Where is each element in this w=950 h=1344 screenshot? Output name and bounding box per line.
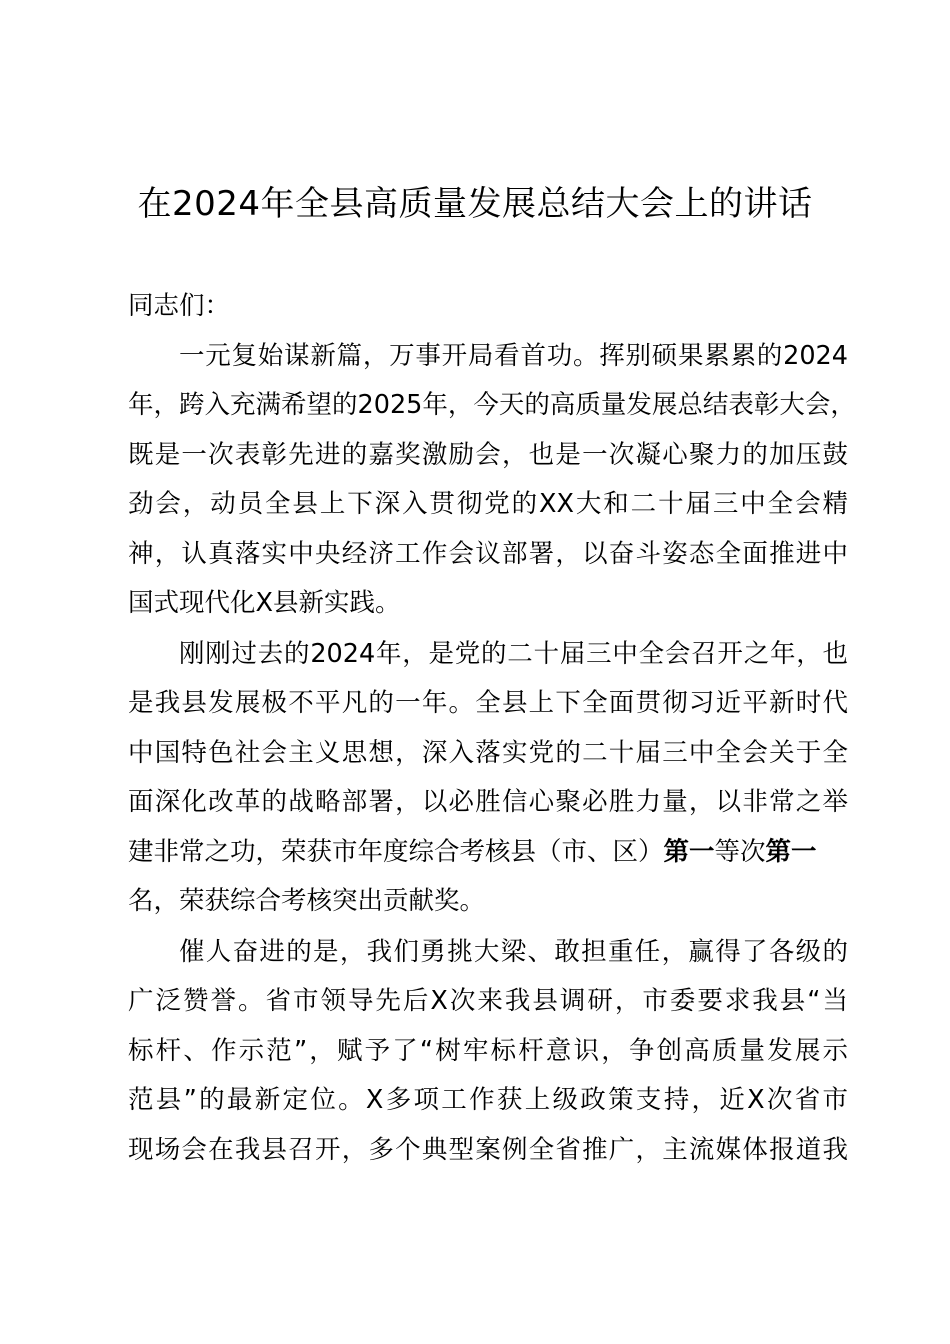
paragraph-3-line-2: 广泛赞誉。省市领导先后X次来我县调研，市委要求我县“当	[128, 986, 848, 1016]
paragraph-2-line-3: 中国特色社会主义思想，深入落实党的二十届三中全会关于全	[128, 738, 848, 768]
paragraph-2-line-5	[128, 832, 848, 872]
paragraph-3-line-1: 催人奋进的是，我们勇挑大梁、敢担重任，赢得了各级的	[179, 937, 848, 967]
paragraph-1-line-1: 一元复始谋新篇，万事开局看首功。挥别硕果累累的2024	[179, 341, 848, 371]
paragraph-2-line-5-mid: 等次	[714, 837, 766, 867]
paragraph-1-line-3: 既是一次表彰先进的嘉奖激励会，也是一次凝心聚力的加压鼓	[128, 440, 848, 470]
paragraph-2-line-1: 刚刚过去的2024年，是党的二十届三中全会召开之年，也	[179, 639, 848, 669]
paragraph-3-line-5: 现场会在我县召开，多个典型案例全省推广，主流媒体报道我	[128, 1135, 848, 1165]
paragraph-2-line-4: 面深化改革的战略部署，以必胜信心聚必胜力量，以非常之举	[128, 787, 848, 817]
paragraph-2-line-6: 名，荣获综合考核突出贡献奖。	[128, 886, 486, 916]
paragraph-3-line-3: 标杆、作示范”，赋予了“树牢标杆意识，争创高质量发展示	[128, 1036, 848, 1066]
paragraph-2-line-5-text: 建非常之功，荣获市年度综合考核县（市、区）	[128, 837, 664, 867]
salutation: 同志们：	[128, 291, 231, 321]
document-title: 在2024年全县高质量发展总结大会上的讲话	[137, 184, 813, 224]
emphasis-first-1: 第一	[663, 837, 715, 867]
paragraph-1-line-6: 国式现代化X县新实践。	[128, 588, 401, 618]
paragraph-1-line-2: 年，跨入充满希望的2025年，今天的高质量发展总结表彰大会，	[128, 390, 856, 420]
emphasis-first-2: 第一	[765, 837, 817, 867]
paragraph-2-line-2: 是我县发展极不平凡的一年。全县上下全面贯彻习近平新时代	[128, 688, 848, 718]
paragraph-1-line-5: 神，认真落实中央经济工作会议部署，以奋斗姿态全面推进中	[128, 539, 848, 569]
paragraph-1-line-4: 劲会，动员全县上下深入贯彻党的XX大和二十届三中全会精	[128, 489, 848, 519]
paragraph-3-line-4: 范县”的最新定位。X多项工作获上级政策支持，近X次省市	[128, 1085, 848, 1115]
